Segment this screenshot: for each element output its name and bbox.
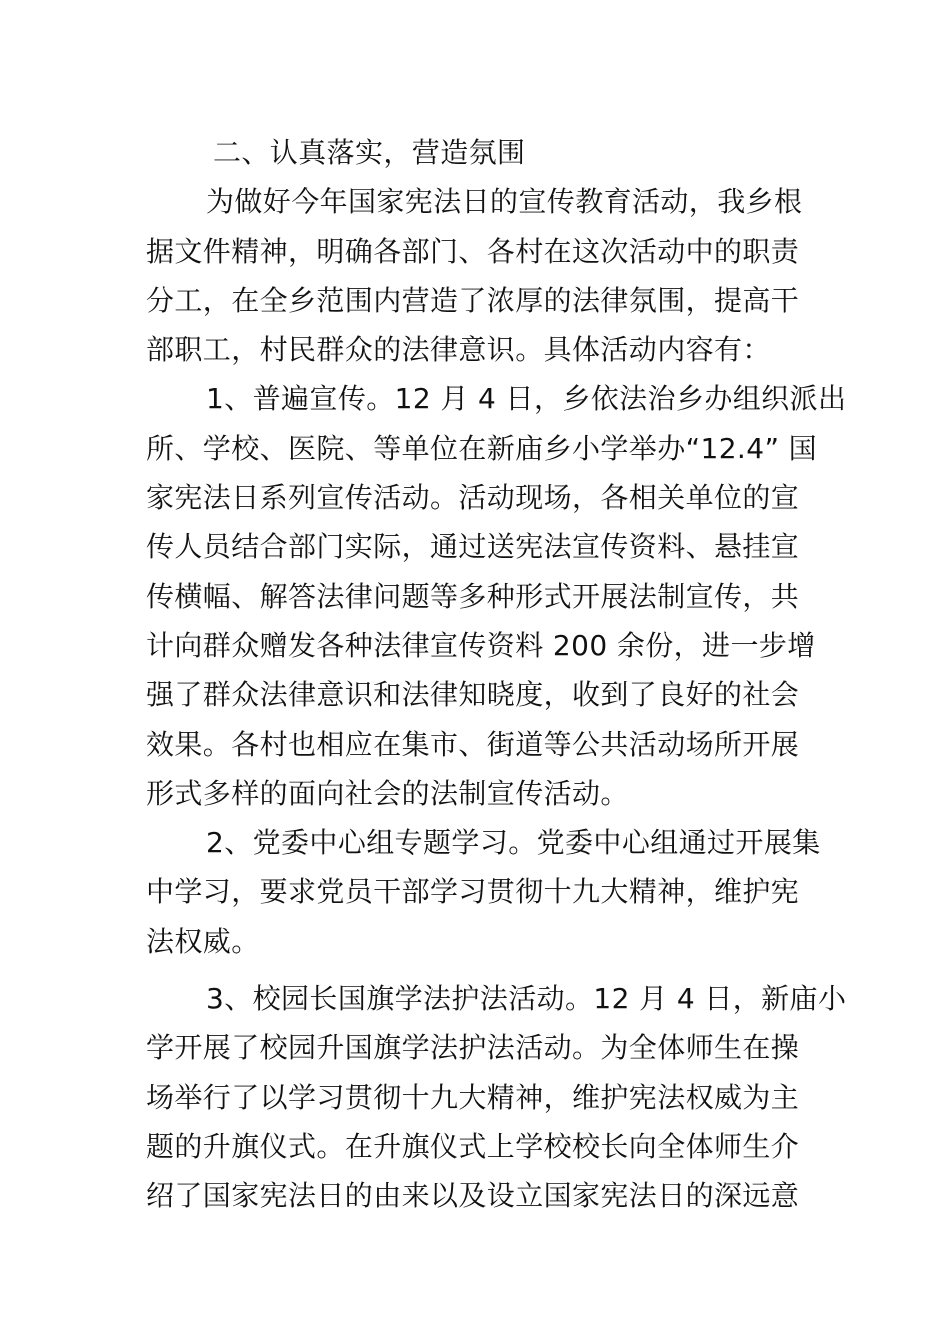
paragraph-line: 分工，在全乡范围内营造了浓厚的法律氛围，提高干 [146,283,800,317]
paragraph-line: 家宪法日系列宣传活动。活动现场，各相关单位的宣 [146,481,800,515]
paragraph-line: 学开展了校园升国旗学法护法活动。为全体师生在操 [146,1031,800,1065]
paragraph-line: 1、普遍宣传。12 月 4 日，乡依法治乡办组织派出 [206,382,847,416]
paragraph-line: 形式多样的面向社会的法制宣传活动。 [146,776,629,810]
paragraph-line: 所、学校、医院、等单位在新庙乡小学举办“12.4” 国 [146,431,818,465]
intro-paragraph [146,177,810,374]
paragraph-line: 题的升旗仪式。在升旗仪式上学校校长向全体师生介 [146,1129,800,1163]
paragraph-line: 为做好今年国家宪法日的宣传教育活动，我乡根 [206,185,803,219]
item-3-paragraph [146,974,847,1220]
paragraph-line: 计向群众赠发各种法律宣传资料 200 余份，进一步增 [146,628,816,662]
paragraph-line: 强了群众法律意识和法律知晓度，收到了良好的社会 [146,678,800,712]
paragraph-line: 2、党委中心组专题学习。党委中心组通过开展集 [206,826,821,860]
paragraph-spacer [146,966,810,974]
paragraph-line: 部职工，村民群众的法律意识。具体活动内容有： [146,333,771,367]
item-2-paragraph [146,818,821,966]
paragraph-line: 效果。各村也相应在集市、街道等公共活动场所开展 [146,727,800,761]
paragraph-line: 3、校园长国旗学法护法活动。12 月 4 日，新庙小 [206,982,847,1016]
paragraph-line: 场举行了以学习贯彻十九大精神，维护宪法权威为主 [146,1080,800,1114]
paragraph-line: 传人员结合部门实际，通过送宪法宣传资料、悬挂宣 [146,530,800,564]
paragraph-line: 据文件精神，明确各部门、各村在这次活动中的职责 [146,234,800,268]
item-1-paragraph [146,374,847,818]
section-heading: 二、认真落实，营造氛围 [213,136,526,169]
paragraph-line: 传横幅、解答法律问题等多种形式开展法制宣传，共 [146,579,800,613]
document-page [146,128,847,1221]
paragraph-line: 中学习，要求党员干部学习贯彻十九大精神，维护宪 [146,875,800,909]
paragraph-line: 绍了国家宪法日的由来以及设立国家宪法日的深远意 [146,1179,800,1213]
paragraph-line: 法权威。 [146,924,260,958]
